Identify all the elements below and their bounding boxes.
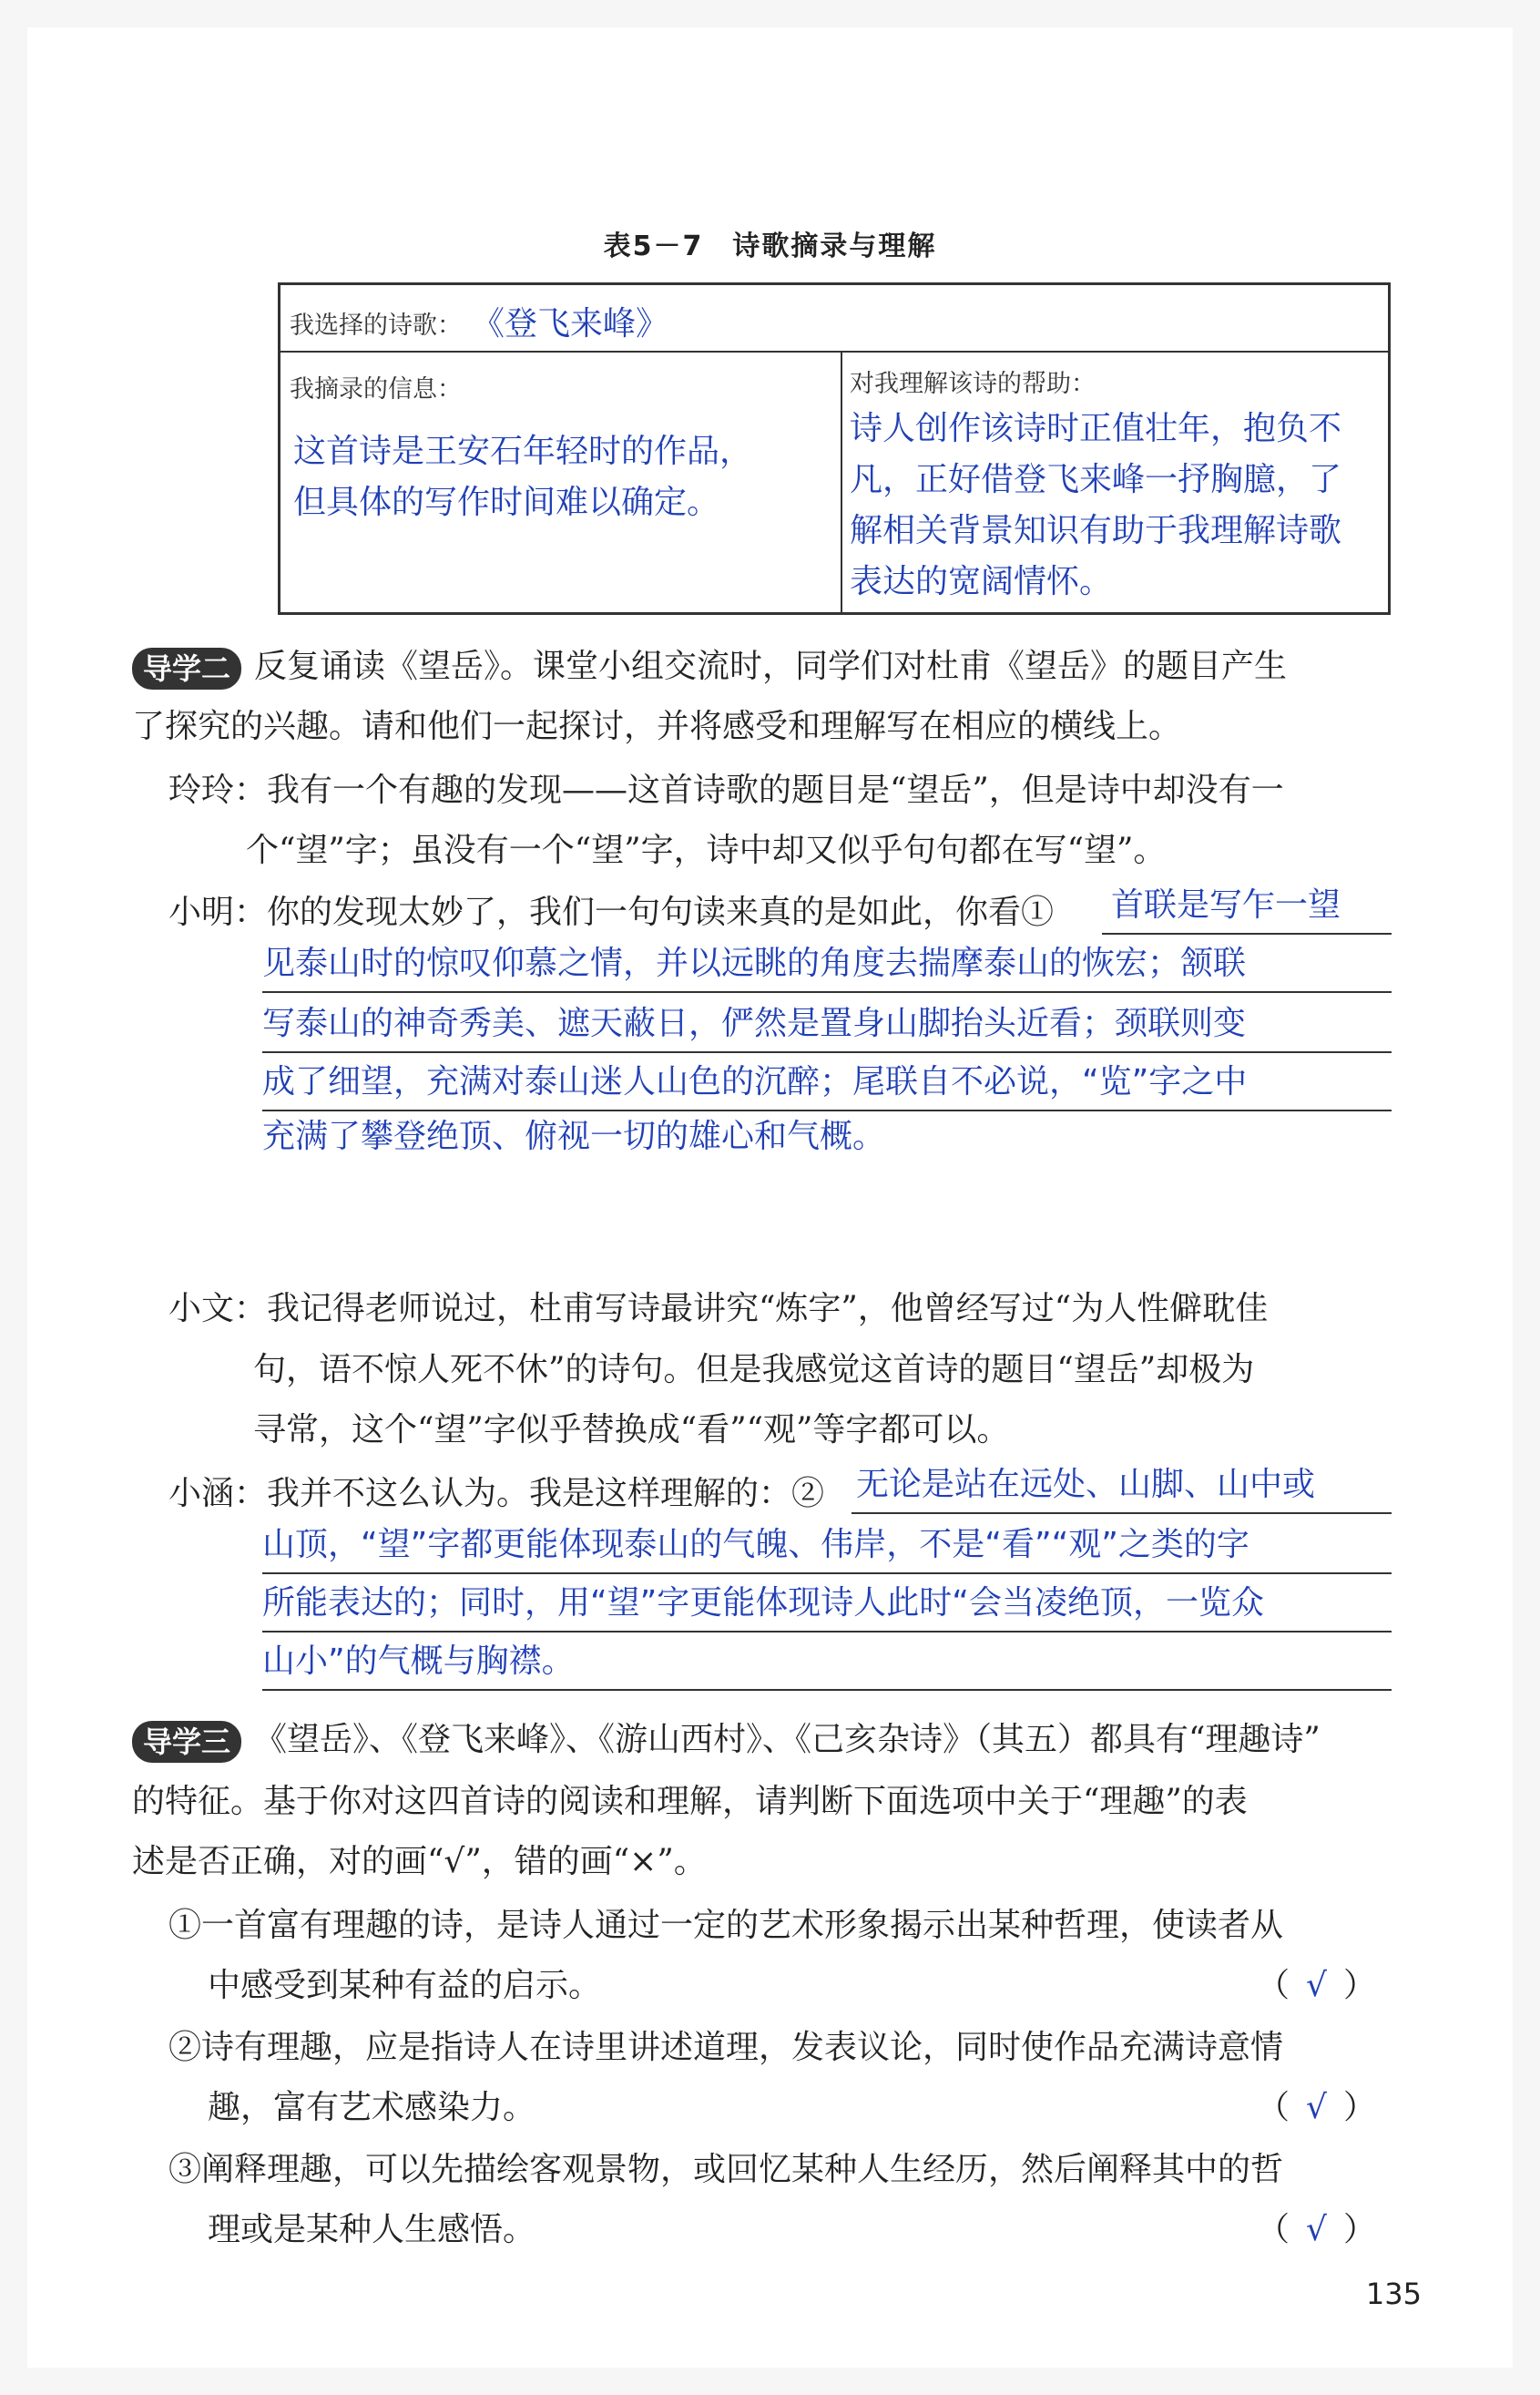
xiaohan-prefix: 小涵：我并不这么认为。我是这样理解的：② xyxy=(168,1475,825,1512)
xiaoming-answer-line: 成了细望，充满对泰山迷人山色的沉醉；尾联自不必说，“览”字之中 xyxy=(262,1063,1248,1100)
guide3-intro-line3: 述是否正确，对的画“√”，错的画“×”。 xyxy=(132,1843,707,1880)
guide2-intro-line2: 了探究的兴趣。请和他们一起探讨，并将感受和理解写在相应的横线上。 xyxy=(132,708,1182,745)
judge-item-line2: 趣，富有艺术感染力。 xyxy=(208,2089,536,2126)
paren-close: ） xyxy=(1342,2089,1376,2126)
answer-mark: √ xyxy=(1306,2211,1327,2248)
xiaohan-answer-line: 山顶，“望”字都更能体现泰山的气魄、伟岸，不是“看”“观”之类的字 xyxy=(262,1526,1249,1563)
answer-underline xyxy=(262,1689,1392,1691)
guide3-intro-line2: 的特征。基于你对这四首诗的阅读和理解，请判断下面选项中关于“理趣”的表 xyxy=(132,1783,1248,1820)
excerpt-line: 但具体的写作时间难以确定。 xyxy=(293,484,720,521)
guide3-badge: 导学三 xyxy=(132,1721,241,1763)
help-line: 凡，正好借登飞来峰一抒胸臆，了 xyxy=(850,461,1342,498)
xiaoming-answer-line: 写泰山的神奇秀美、遮天蔽日，俨然是置身山脚抬头近看；颈联则变 xyxy=(262,1005,1247,1042)
answer-paren xyxy=(1257,2079,1376,2137)
help-line: 解相关背景知识有助于我理解诗歌 xyxy=(850,512,1342,549)
page-number: 135 xyxy=(1365,2277,1422,2311)
answer-mark: √ xyxy=(1306,2089,1327,2126)
judge-item-line1: ②诗有理趣，应是指诗人在诗里讲述道理，发表议论，同时使作品充满诗意情 xyxy=(168,2029,1284,2066)
judge-item-line1: ③阐释理趣，可以先描绘客观景物，或回忆某种人生经历，然后阐释其中的哲 xyxy=(168,2151,1284,2188)
judge-item-line1: ①一首富有理趣的诗，是诗人通过一定的艺术形象揭示出某种哲理，使读者从 xyxy=(168,1907,1284,1944)
help-line: 诗人创作该诗时正值壮年，抱负不 xyxy=(850,410,1342,447)
answer-paren xyxy=(1257,2201,1376,2259)
page xyxy=(27,27,1513,2368)
chosen-label: 我选择的诗歌： xyxy=(290,312,462,340)
help-text xyxy=(850,404,1387,608)
xiaoming-answer-line: 见泰山时的惊叹仰慕之情，并以远眺的角度去揣摩泰山的恢宏；颔联 xyxy=(262,945,1247,982)
xiaoming-prefix: 小明：你的发现太妙了，我们一句句读来真的是如此，你看① xyxy=(168,894,1055,931)
xiaohan-answer-line: 所能表达的；同时，用“望”字更能体现诗人此时“会当凌绝顶，一览众 xyxy=(262,1584,1264,1622)
judge-item-line2: 理或是某种人生感悟。 xyxy=(208,2211,536,2248)
excerpt-text xyxy=(293,426,831,528)
excerpt-line: 这首诗是王安石年轻时的作品， xyxy=(293,433,753,470)
table-divider xyxy=(841,351,842,615)
answer-mark: √ xyxy=(1306,1967,1327,2004)
answer-underline xyxy=(852,1512,1392,1514)
help-label: 对我理解该诗的帮助： xyxy=(850,370,1096,398)
lingling-line1: 玲玲：我有一个有趣的发现——这首诗歌的题目是“望岳”，但是诗中却没有一 xyxy=(168,772,1284,809)
guide2-intro-text: 反复诵读《望岳》。课堂小组交流时，同学们对杜甫《望岳》的题目产生 xyxy=(254,648,1288,685)
paren-open: （ xyxy=(1257,2089,1290,2126)
guide3-intro-text: 《望岳》、《登飞来峰》、《游山西村》、《己亥杂诗》（其五）都具有“理趣诗” xyxy=(254,1721,1321,1758)
table-title: 表5－7 诗歌摘录与理解 xyxy=(603,230,937,262)
paren-close: ） xyxy=(1342,2211,1376,2248)
chosen-poem-row xyxy=(280,285,1388,353)
xiaowen-line2: 句，语不惊人死不休”的诗句。但是我感觉这首诗的题目“望岳”却极为 xyxy=(253,1351,1255,1388)
xiaoming-answer-line: 充满了攀登绝顶、俯视一切的雄心和气概。 xyxy=(262,1118,886,1155)
guide2-intro-line1 xyxy=(132,638,1287,696)
judge-item-line2: 中感受到某种有益的启示。 xyxy=(208,1967,602,2004)
paren-open: （ xyxy=(1257,1967,1290,2004)
paren-open: （ xyxy=(1257,2211,1290,2248)
xiaoming-answer-line: 首联是写乍一望 xyxy=(1111,886,1341,924)
xiaohan-answer-line: 无论是站在远处、山脚、山中或 xyxy=(856,1466,1316,1503)
xiaowen-line3: 寻常，这个“望”字似乎替换成“看”“观”等字都可以。 xyxy=(253,1411,1010,1448)
poem-table xyxy=(278,282,1391,615)
excerpt-label: 我摘录的信息： xyxy=(290,375,462,404)
help-line: 表达的宽阔情怀。 xyxy=(850,563,1113,600)
answer-underline xyxy=(262,991,1392,993)
chosen-value: 《登飞来峰》 xyxy=(472,305,669,343)
answer-paren xyxy=(1257,1957,1376,2015)
paren-close: ） xyxy=(1342,1967,1376,2004)
guide2-badge: 导学二 xyxy=(132,648,241,690)
xiaowen-line1: 小文：我记得老师说过，杜甫写诗最讲究“炼字”，他曾经写过“为人性僻耽佳 xyxy=(168,1290,1269,1327)
xiaohan-answer-line: 山小”的气概与胸襟。 xyxy=(262,1643,575,1680)
lingling-line2: 个“望”字；虽没有一个“望”字，诗中却又似乎句句都在写“望”。 xyxy=(246,832,1167,869)
guide3-intro-line1 xyxy=(132,1711,1321,1769)
